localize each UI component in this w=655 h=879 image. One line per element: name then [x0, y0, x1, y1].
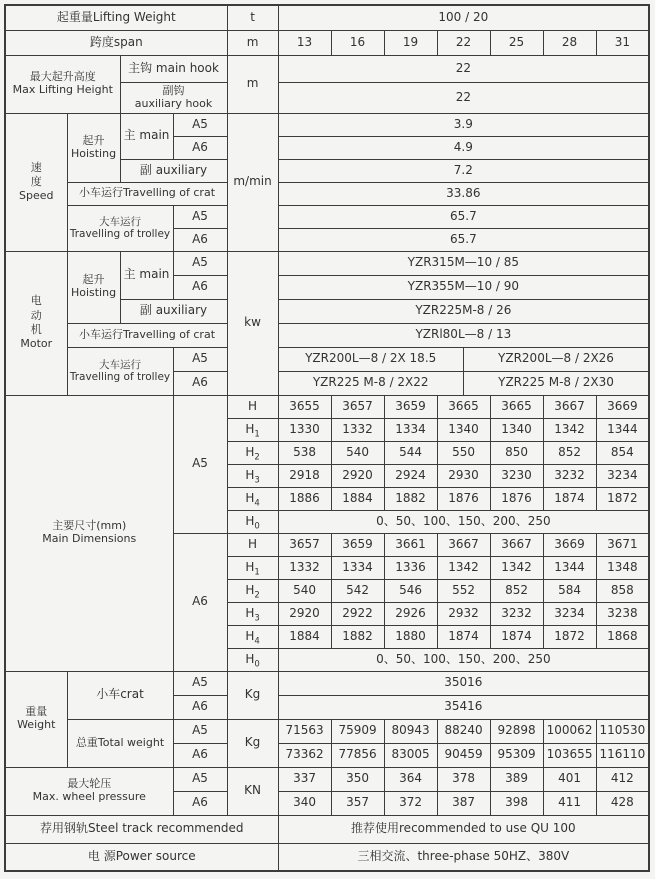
data-cell: 2926 [384, 602, 437, 625]
span-unit: m [227, 30, 278, 55]
data-cell: 71563 [278, 719, 331, 743]
data-cell: 95309 [490, 743, 543, 767]
weight-cart-label: 小车crat [67, 671, 173, 719]
motor-trolley-a5-grade: A5 [173, 347, 227, 371]
speed-main-a6-value: 4.9 [278, 136, 649, 159]
data-cell: 3234 [543, 602, 596, 625]
dims-a5-grade: A5 [173, 395, 227, 533]
data-cell: 3230 [490, 464, 543, 487]
data-cell: 88240 [437, 719, 490, 743]
motor-trolley-a6-grade: A6 [173, 371, 227, 395]
data-cell: 538 [278, 441, 331, 464]
data-cell: 77856 [331, 743, 384, 767]
speed-trolley-a5-value: 65.7 [278, 205, 649, 228]
motor-main-a6-grade: A6 [173, 275, 227, 299]
motor-label-char2: 动 [30, 308, 42, 322]
data-cell: 28 [543, 30, 596, 55]
row-dims-a5-h [5, 395, 649, 418]
dims-a6-h0-value: 0、50、100、150、200、250 [278, 648, 649, 671]
data-cell: 3667 [437, 533, 490, 556]
data-cell: 387 [437, 791, 490, 815]
wheel-pressure-label [5, 767, 173, 815]
dims-param-h1: $H_1$ [227, 418, 278, 441]
speed-trolley-label [67, 205, 173, 251]
motor-label-char3: 机 [30, 323, 42, 336]
weight-section-label [5, 671, 67, 767]
data-cell: 412 [596, 767, 649, 791]
data-cell: 1874 [543, 487, 596, 510]
motor-trolley-a6-left: YZR225 M-8 / 2X22 [312, 375, 429, 390]
motor-trolley-zh: 大车运行 [99, 358, 141, 371]
data-cell: 3655 [278, 395, 331, 418]
weight-label-zh: 重量 [25, 705, 48, 719]
data-cell: 1342 [437, 556, 490, 579]
data-cell: 546 [384, 579, 437, 602]
dims-a5-h0-value: 0、50、100、150、200、250 [278, 510, 649, 533]
row-motor-main-a5 [5, 251, 649, 275]
speed-label-en: Speed [19, 189, 54, 203]
crane-spec-table [4, 4, 650, 872]
speed-trolley-a6-grade: A6 [173, 228, 227, 251]
motor-unit: kw [227, 251, 278, 395]
data-cell: 90459 [437, 743, 490, 767]
row-main-hook [5, 55, 649, 82]
motor-hoisting-zh: 起升 [82, 273, 105, 287]
data-cell: 3669 [543, 533, 596, 556]
data-cell: 1344 [543, 556, 596, 579]
weight-cart-a6-value: 35416 [278, 695, 649, 719]
data-cell: 1884 [331, 487, 384, 510]
data-cell: 357 [331, 791, 384, 815]
motor-hoisting-label [67, 251, 120, 323]
row-power-source [5, 843, 649, 871]
data-cell: 389 [490, 767, 543, 791]
dimensions-label-zh: 主要尺寸(mm) [52, 519, 127, 533]
data-cell: 854 [596, 441, 649, 464]
motor-main-a5-grade: A5 [173, 251, 227, 275]
data-cell: 2920 [278, 602, 331, 625]
data-cell: 1330 [278, 418, 331, 441]
power-source-label: 电 源Power source [5, 843, 278, 871]
speed-unit: m/min [227, 113, 278, 251]
row-wheel-pressure-a5 [5, 767, 649, 791]
lifting-weight-unit: t [227, 5, 278, 30]
wheel-pressure-label-en: Max. wheel pressure [32, 790, 146, 803]
data-cell: 1872 [596, 487, 649, 510]
row-speed-main-a5 [5, 113, 649, 136]
weight-label-en: Weight [17, 718, 56, 731]
data-cell: 1344 [596, 418, 649, 441]
data-cell: 83005 [384, 743, 437, 767]
speed-label-char2: 度 [30, 174, 42, 188]
dims-a6-grade: A6 [173, 533, 227, 671]
data-cell: 3232 [490, 602, 543, 625]
steel-track-label: 荐用钢轨Steel track recommended [5, 815, 278, 843]
data-cell: 3659 [384, 395, 437, 418]
data-cell: 92898 [490, 719, 543, 743]
data-cell: 1332 [331, 418, 384, 441]
dims-param-h0: $H_0$ [227, 648, 278, 671]
motor-hoisting-en: Hoisting [70, 286, 117, 299]
data-cell: 110530 [596, 719, 649, 743]
dimensions-section-label [5, 395, 173, 671]
weight-total-label: 总重Total weight [67, 719, 173, 767]
speed-trolley-zh: 大车运行 [99, 215, 141, 228]
data-cell: 3665 [490, 395, 543, 418]
main-hook-value: 22 [278, 55, 649, 82]
max-height-label-zh: 最大起升高度 [29, 70, 96, 84]
data-cell: 31 [596, 30, 649, 55]
dims-param-h: H [227, 395, 278, 418]
motor-label-en: Motor [20, 337, 53, 351]
row-motor-trolley-a5 [5, 347, 649, 371]
speed-trolley-a6-value: 65.7 [278, 228, 649, 251]
aux-hook-value: 22 [278, 82, 649, 113]
data-cell: 3234 [596, 464, 649, 487]
data-cell: 2932 [437, 602, 490, 625]
data-cell: 858 [596, 579, 649, 602]
motor-section-label [5, 251, 67, 395]
wheel-pressure-label-zh: 最大轮压 [67, 777, 112, 791]
speed-aux-label: 副 auxiliary [120, 159, 227, 182]
weight-cart-a5-grade: A5 [173, 671, 227, 695]
max-height-label [5, 55, 120, 113]
wheel-pressure-unit: KN [227, 767, 278, 815]
dims-param-h2: $H_2$ [227, 441, 278, 464]
data-cell: 2920 [331, 464, 384, 487]
aux-hook-label-en: auxiliary hook [134, 96, 213, 110]
data-cell: 1874 [437, 625, 490, 648]
row-steel-track [5, 815, 649, 843]
speed-main-a5-grade: A5 [173, 113, 227, 136]
data-cell: 378 [437, 767, 490, 791]
data-cell: 1332 [278, 556, 331, 579]
dims-param-h2: $H_2$ [227, 579, 278, 602]
data-cell: 398 [490, 791, 543, 815]
row-weight-total-a5 [5, 719, 649, 743]
motor-aux-label: 副 auxiliary [120, 299, 227, 323]
row-motor-cart [5, 323, 649, 347]
row-lifting-weight [5, 5, 649, 30]
weight-total-unit: Kg [227, 719, 278, 767]
main-hook-label: 主钩 main hook [120, 55, 227, 82]
motor-trolley-en: Travelling of trolley [69, 371, 171, 383]
data-cell: 542 [331, 579, 384, 602]
data-cell: 1882 [384, 487, 437, 510]
data-cell: 364 [384, 767, 437, 791]
motor-aux-value: YZR225M-8 / 26 [278, 299, 649, 323]
data-cell: 3238 [596, 602, 649, 625]
row-speed-cart [5, 182, 649, 205]
data-cell: 1868 [596, 625, 649, 648]
data-cell: 3232 [543, 464, 596, 487]
row-weight-cart-a5 [5, 671, 649, 695]
speed-main-a5-value: 3.9 [278, 113, 649, 136]
data-cell: 852 [490, 579, 543, 602]
max-height-label-en: Max Lifting Height [12, 83, 113, 96]
data-cell: 337 [278, 767, 331, 791]
data-cell: 1336 [384, 556, 437, 579]
data-cell: 116110 [596, 743, 649, 767]
span-label: 跨度span [5, 30, 227, 55]
motor-main-label: 主 main [120, 251, 173, 299]
weight-cart-a6-grade: A6 [173, 695, 227, 719]
lifting-weight-label: 起重量Lifting Weight [5, 5, 227, 30]
motor-main-a5-value: YZR315M—10 / 85 [278, 251, 649, 275]
data-cell: 411 [543, 791, 596, 815]
dimensions-label-en: Main Dimensions [42, 532, 137, 545]
data-cell: 100062 [543, 719, 596, 743]
weight-total-a5-grade: A5 [173, 719, 227, 743]
data-cell: 372 [384, 791, 437, 815]
data-cell: 350 [331, 767, 384, 791]
speed-trolley-en: Travelling of trolley [69, 228, 171, 240]
data-cell: 1334 [384, 418, 437, 441]
motor-trolley-a5-left: YZR200L—8 / 2X 18.5 [305, 351, 437, 366]
motor-main-a6-value: YZR355M—10 / 90 [278, 275, 649, 299]
data-cell: 2922 [331, 602, 384, 625]
data-cell: 13 [278, 30, 331, 55]
speed-trolley-a5-grade: A5 [173, 205, 227, 228]
data-cell: 25 [490, 30, 543, 55]
motor-cart-label: 小车运行Travelling of crat [67, 323, 227, 347]
data-cell: 550 [437, 441, 490, 464]
data-cell: 340 [278, 791, 331, 815]
speed-main-label: 主 main [120, 113, 173, 159]
data-cell: 1348 [596, 556, 649, 579]
data-cell: 3659 [331, 533, 384, 556]
max-height-unit: m [227, 55, 278, 113]
dims-param-h: H [227, 533, 278, 556]
speed-label-char1: 速 [30, 160, 42, 174]
speed-main-a6-grade: A6 [173, 136, 227, 159]
data-cell: 80943 [384, 719, 437, 743]
speed-hoisting-en: Hoisting [70, 146, 117, 160]
weight-cart-unit: Kg [227, 671, 278, 719]
speed-cart-value: 33.86 [278, 182, 649, 205]
speed-section-label [5, 113, 67, 251]
dims-param-h3: $H_3$ [227, 602, 278, 625]
data-cell: 552 [437, 579, 490, 602]
data-cell: 1874 [490, 625, 543, 648]
data-cell: 3657 [331, 395, 384, 418]
data-cell: 428 [596, 791, 649, 815]
data-cell: 1342 [543, 418, 596, 441]
data-cell: 1340 [490, 418, 543, 441]
data-cell: 3671 [596, 533, 649, 556]
wheel-pressure-a5-grade: A5 [173, 767, 227, 791]
data-cell: 75909 [331, 719, 384, 743]
row-speed-trolley-a5 [5, 205, 649, 228]
motor-trolley-a6-right: YZR225 M-8 / 2X30 [463, 372, 648, 395]
aux-hook-label [120, 82, 227, 113]
motor-trolley-a5-right: YZR200L—8 / 2X26 [463, 348, 648, 371]
motor-label-char1: 电 [30, 294, 42, 308]
data-cell: 401 [543, 767, 596, 791]
power-source-value: 三相交流、three-phase 50HZ、380V [278, 843, 649, 871]
data-cell: 1872 [543, 625, 596, 648]
motor-trolley-a5-values [278, 347, 649, 371]
motor-trolley-a6-values [278, 371, 649, 395]
data-cell: 1334 [331, 556, 384, 579]
lifting-weight-value: 100 / 20 [278, 5, 649, 30]
data-cell: 2918 [278, 464, 331, 487]
data-cell: 73362 [278, 743, 331, 767]
data-cell: 103655 [543, 743, 596, 767]
data-cell: 19 [384, 30, 437, 55]
data-cell: 3667 [490, 533, 543, 556]
data-cell: 540 [278, 579, 331, 602]
data-cell: 1876 [437, 487, 490, 510]
data-cell: 852 [543, 441, 596, 464]
speed-cart-label: 小车运行Travelling of crat [67, 182, 227, 205]
data-cell: 3657 [278, 533, 331, 556]
data-cell: 1884 [278, 625, 331, 648]
data-cell: 544 [384, 441, 437, 464]
dims-param-h4: $H_4$ [227, 487, 278, 510]
motor-cart-value: YZRl80L—8 / 13 [278, 323, 649, 347]
speed-hoisting-zh: 起升 [82, 133, 105, 147]
data-cell: 584 [543, 579, 596, 602]
speed-hoisting-label [67, 113, 120, 182]
dims-param-h3: $H_3$ [227, 464, 278, 487]
row-span [5, 30, 649, 55]
motor-trolley-label [67, 347, 173, 395]
wheel-pressure-a6-grade: A6 [173, 791, 227, 815]
data-cell: 3667 [543, 395, 596, 418]
steel-track-value: 推荐使用recommended to use QU 100 [278, 815, 649, 843]
data-cell: 2924 [384, 464, 437, 487]
weight-total-a6-grade: A6 [173, 743, 227, 767]
data-cell: 1882 [331, 625, 384, 648]
aux-hook-label-zh: 副钩 [162, 83, 185, 97]
data-cell: 3661 [384, 533, 437, 556]
data-cell: 16 [331, 30, 384, 55]
speed-aux-value: 7.2 [278, 159, 649, 182]
data-cell: 1880 [384, 625, 437, 648]
data-cell: 3665 [437, 395, 490, 418]
data-cell: 1876 [490, 487, 543, 510]
data-cell: 22 [437, 30, 490, 55]
dims-param-h0: $H_0$ [227, 510, 278, 533]
data-cell: 3669 [596, 395, 649, 418]
data-cell: 2930 [437, 464, 490, 487]
data-cell: 1342 [490, 556, 543, 579]
data-cell: 850 [490, 441, 543, 464]
data-cell: 1340 [437, 418, 490, 441]
dims-param-h1: $H_1$ [227, 556, 278, 579]
dims-param-h4: $H_4$ [227, 625, 278, 648]
weight-cart-a5-value: 35016 [278, 671, 649, 695]
data-cell: 1886 [278, 487, 331, 510]
data-cell: 540 [331, 441, 384, 464]
